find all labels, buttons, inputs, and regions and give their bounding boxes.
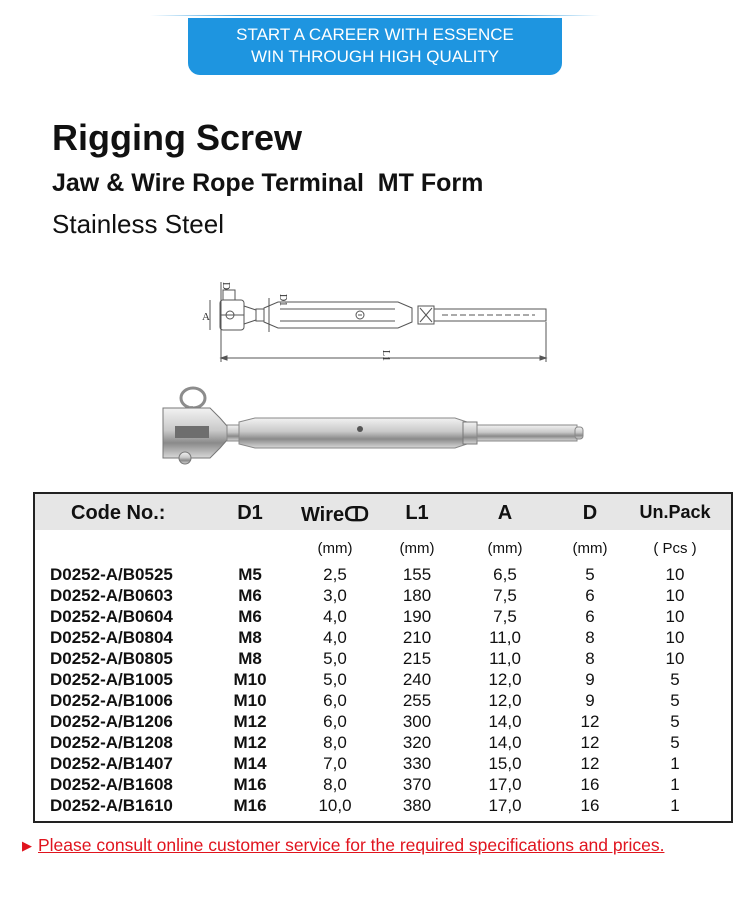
cell-d: 9	[585, 670, 595, 689]
cell-code: D0252-A/B0804	[50, 628, 173, 647]
unit-l1: (mm)	[399, 540, 435, 557]
spec-table	[33, 492, 733, 823]
technical-drawing	[190, 262, 570, 374]
product-title: Rigging Screw	[52, 117, 303, 158]
cell-a: 15,0	[488, 754, 522, 773]
cell-a: 7,5	[493, 586, 517, 605]
cell-d1: M12	[233, 733, 267, 752]
cell-pack: 10	[665, 607, 685, 626]
table-body	[35, 564, 731, 816]
cell-d1: M8	[238, 628, 262, 647]
triangle-right-icon: ▶	[22, 838, 32, 853]
dim-label-l1: L1	[380, 350, 391, 362]
header-wire: Wireↀ	[300, 504, 370, 526]
header-d1: D1	[237, 502, 263, 524]
table-row	[35, 795, 731, 816]
units-row	[35, 540, 731, 560]
cell-pack: 5	[670, 712, 680, 731]
cell-d: 12	[580, 754, 600, 773]
cell-d: 6	[585, 586, 595, 605]
unit-a: (mm)	[487, 540, 523, 557]
cell-a: 17,0	[488, 796, 522, 815]
cell-wire: 4,0	[323, 607, 347, 626]
cell-pack: 5	[670, 733, 680, 752]
header-a: A	[497, 502, 513, 524]
cell-code: D0252-A/B1005	[50, 670, 173, 689]
cell-d1: M8	[238, 649, 262, 668]
consult-notice-text: Please consult online customer service for the required specifications and prices.	[38, 835, 665, 855]
cell-d: 16	[580, 775, 600, 794]
cell-l1: 330	[402, 754, 432, 773]
cell-wire: 8,0	[323, 775, 347, 794]
cell-d: 8	[585, 628, 595, 647]
cell-l1: 190	[402, 607, 432, 626]
cell-code: D0252-A/B1006	[50, 691, 173, 710]
cell-d: 5	[585, 565, 595, 584]
cell-pack: 10	[665, 649, 685, 668]
cell-d1: M14	[233, 754, 267, 773]
unit-d: (mm)	[572, 540, 608, 557]
cell-pack: 1	[670, 754, 680, 773]
cell-a: 7,5	[493, 607, 517, 626]
cell-pack: 5	[670, 691, 680, 710]
cell-code: D0252-A/B1407	[50, 754, 173, 773]
cell-code: D0252-A/B0603	[50, 586, 173, 605]
cell-d: 12	[580, 733, 600, 752]
cell-code: D0252-A/B0525	[50, 565, 173, 584]
header-d: D	[582, 502, 598, 524]
table-header	[35, 494, 731, 530]
cell-a: 11,0	[489, 649, 521, 668]
header-code: Code No.:	[71, 502, 166, 524]
cell-d: 12	[580, 712, 600, 731]
cell-d: 16	[580, 796, 600, 815]
unit-pack: ( Pcs )	[653, 540, 697, 557]
product-subtitle: Jaw & Wire Rope Terminal MT Form	[52, 169, 484, 197]
cell-code: D0252-A/B1206	[50, 712, 173, 731]
dim-label-d: D	[220, 282, 232, 290]
cell-d1: M10	[233, 670, 267, 689]
cell-d: 9	[585, 691, 595, 710]
cell-wire: 6,0	[323, 712, 347, 731]
cell-code: D0252-A/B0604	[50, 607, 173, 626]
cell-l1: 320	[402, 733, 432, 752]
cell-d: 6	[585, 607, 595, 626]
cell-l1: 180	[402, 586, 432, 605]
cell-wire: 10,0	[318, 796, 352, 815]
cell-wire: 7,0	[323, 754, 347, 773]
cell-d1: M6	[238, 607, 262, 626]
cell-a: 14,0	[488, 733, 522, 752]
cell-a: 11,0	[489, 628, 521, 647]
cell-pack: 10	[665, 586, 685, 605]
table-row	[35, 690, 731, 711]
dim-label-a: A	[202, 311, 210, 323]
cell-l1: 380	[402, 796, 432, 815]
cell-a: 14,0	[488, 712, 522, 731]
cell-d1: M12	[233, 712, 267, 731]
cell-l1: 215	[402, 649, 432, 668]
cell-code: D0252-A/B1208	[50, 733, 173, 752]
cell-code: D0252-A/B1610	[50, 796, 173, 815]
table-row	[35, 648, 731, 669]
cell-wire: 5,0	[323, 670, 347, 689]
table-row	[35, 669, 731, 690]
cell-l1: 300	[402, 712, 432, 731]
product-photo	[155, 378, 595, 478]
cell-d1: M16	[233, 796, 267, 815]
cell-d1: M6	[238, 586, 262, 605]
dim-label-d1: D1	[277, 294, 288, 307]
slogan-banner	[188, 18, 562, 75]
header-l1: L1	[405, 502, 429, 524]
cell-a: 17,0	[488, 775, 522, 794]
table-row	[35, 753, 731, 774]
cell-l1: 155	[402, 565, 432, 584]
cell-a: 12,0	[488, 670, 522, 689]
cell-d1: M10	[233, 691, 267, 710]
cell-a: 12,0	[488, 691, 522, 710]
cell-l1: 255	[402, 691, 432, 710]
cell-pack: 1	[670, 775, 680, 794]
cell-code: D0252-A/B1608	[50, 775, 173, 794]
cell-pack: 1	[670, 796, 680, 815]
table-row	[35, 774, 731, 795]
table-row	[35, 711, 731, 732]
slogan-line-2: WIN THROUGH HIGH QUALITY	[250, 47, 500, 66]
consult-notice[interactable]	[22, 835, 664, 856]
table-row	[35, 585, 731, 606]
table-row	[35, 732, 731, 753]
cell-wire: 2,5	[323, 565, 347, 584]
slogan-line-1: START A CAREER WITH ESSENCE	[236, 25, 514, 44]
cell-l1: 210	[402, 628, 432, 647]
cell-d1: M16	[233, 775, 267, 794]
table-row	[35, 606, 731, 627]
table-row	[35, 627, 731, 648]
cell-pack: 10	[665, 565, 685, 584]
table-row	[35, 564, 731, 585]
cell-l1: 370	[402, 775, 432, 794]
cell-d1: M5	[238, 565, 262, 584]
cell-wire: 8,0	[323, 733, 347, 752]
cell-wire: 4,0	[323, 628, 347, 647]
cell-pack: 10	[665, 628, 685, 647]
cell-wire: 6,0	[323, 691, 347, 710]
cell-a: 6,5	[493, 565, 517, 584]
cell-pack: 5	[670, 670, 680, 689]
header-unit-pack: Un.Pack	[639, 502, 711, 522]
cell-l1: 240	[402, 670, 432, 689]
cell-wire: 3,0	[323, 586, 347, 605]
unit-wire: (mm)	[317, 540, 353, 557]
product-material: Stainless Steel	[52, 209, 224, 239]
cell-d: 8	[585, 649, 595, 668]
banner-top-line	[150, 15, 600, 16]
cell-code: D0252-A/B0805	[50, 649, 173, 668]
cell-wire: 5,0	[323, 649, 347, 668]
